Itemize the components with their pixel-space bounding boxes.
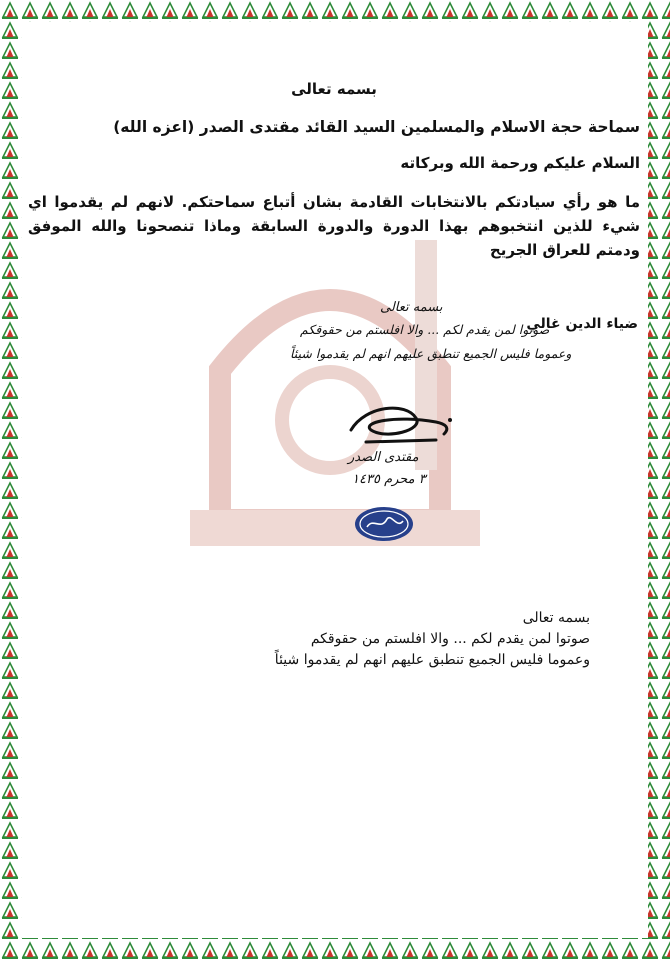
official-seal — [353, 505, 415, 543]
transcription-line-1: بسمه تعالى — [522, 610, 590, 626]
transcription-line-2: صوتوا لمن يقدم لكم ... والا افلستم من حقوقكم — [310, 631, 590, 647]
handwritten-signer-name: مقتدى الصدر — [348, 450, 419, 465]
letter-question: ما هو رأي سيادتكم بالانتخابات القادمة بشان أتباع سماحتكم. لانهم لم يقدموا اي شيء للذين انتخبوهم بهذا الدورة والدورة السابقة وماذا تنصحونا والله الموفق ودمتم للعراق الجريح — [28, 193, 640, 259]
handwritten-signature — [346, 400, 456, 450]
mosque-watermark — [150, 220, 510, 550]
letter-greeting: السلام عليكم ورحمة الله وبركاته — [400, 154, 640, 172]
sender-name: ضياء الدين غالي — [526, 316, 638, 332]
letter-addressee: سماحة حجة الاسلام والمسلمين السيد القائد مقتدى الصدر (اعزه الله) — [113, 118, 640, 136]
letter-body — [28, 80, 640, 262]
handwritten-reply-line-2: وعموما فليس الجميع تنطبق عليهم انهم لم يقدموا شيئاً — [290, 346, 572, 361]
letter-heading: بسمه تعالى — [291, 80, 377, 98]
handwritten-reply-title: بسمه تعالى — [380, 300, 443, 315]
transcription-line-3: وعموما فليس الجميع تنطبق عليهم انهم لم يقدموا شيئاً — [274, 652, 590, 668]
handwritten-reply-line-1: صوتوا لمن يقدم لكم ... والا افلستم من حقوقكم — [300, 322, 550, 337]
reply-transcription — [150, 608, 590, 671]
handwritten-date: ٣ محرم ١٤٣٥ — [352, 472, 426, 487]
